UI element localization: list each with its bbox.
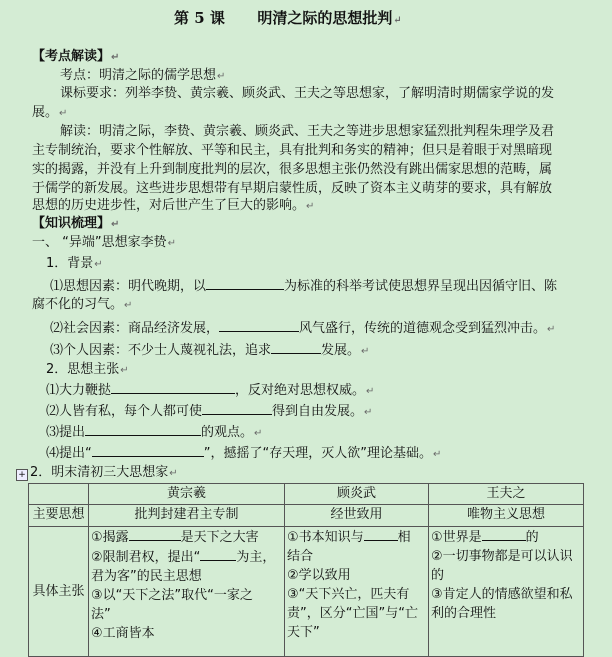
interpretation-line: 思想的历史进步性，对后世产生了巨大的影响。↵ (32, 198, 315, 213)
interpretation-line: 于儒学的新发展。这些进步思想带有早期启蒙性质，反映了资本主义萌芽的要求，具有解放 (32, 181, 553, 196)
claim-1: ⑴大力鞭挞 ，反对绝对思想权威。↵ (46, 380, 374, 401)
ideological-factor-cont: 腐不化的习气。↵ (32, 297, 133, 312)
table-row-claims (29, 527, 584, 657)
paragraph-mark-icon: ↵ (111, 219, 120, 230)
table-header-huang: 黄宗羲 (89, 484, 285, 505)
thinkers-table (28, 483, 584, 657)
fill-blank[interactable] (200, 547, 236, 561)
paragraph-mark-icon: ↵ (169, 468, 178, 479)
paragraph-mark-icon: ↵ (120, 365, 129, 376)
paragraph-mark-icon: ↵ (366, 386, 375, 397)
social-factor: ⑵社会因素：商品经济发展， 风气盛行，传统的道德观念受到猛烈冲击。↵ (50, 318, 555, 339)
paragraph-mark-icon: ↵ (217, 71, 226, 82)
interpretation-line: 解读：明清之际，李贽、黄宗羲、顾炎武、王夫之等进步思想家猛烈批判程朱理学及君 (60, 124, 555, 139)
row-label-claims: 具体主张 (29, 527, 89, 657)
paragraph-mark-icon: ↵ (364, 407, 373, 418)
fill-blank[interactable] (92, 443, 204, 457)
fill-blank[interactable] (219, 318, 299, 332)
main-thought-wang: 唯物主义思想 (429, 505, 584, 527)
interpretation-line: 实的揭露，并没有上升到制度批判的层次，很多思想主张仍然没有跳出儒家思想的范畴，属 (32, 162, 553, 177)
claims-wang: ①世界是 的 ②一切事物都是可以认识 的 ③肯定人的情感欲望和私 利的合理性 (429, 527, 584, 657)
fill-blank[interactable] (482, 527, 526, 541)
fill-blank[interactable] (85, 422, 201, 436)
page-title (174, 9, 402, 30)
interpretation-line: 主专制统治，要求个性解放、平等和民主，具有批判和务实的精神；但只是着眼于对黑暗现 (32, 143, 553, 158)
fill-blank[interactable] (202, 401, 272, 415)
table-move-handle-icon[interactable]: + (16, 469, 28, 481)
paragraph-mark-icon: ↵ (393, 15, 402, 26)
paragraph-mark-icon: ↵ (167, 238, 176, 249)
paragraph-mark-icon: ↵ (547, 324, 556, 335)
curriculum-requirement-line2: 展。↵ (32, 105, 68, 120)
part1-title: 一、 “异端”思想家李贽↵ (32, 235, 176, 250)
part2-title: 2．明末清初三大思想家↵ (30, 465, 178, 480)
row-label-main-thought: 主要思想 (29, 505, 89, 527)
lesson-number: 第 5 课 (174, 9, 225, 27)
section-header-exam-points: 【考点解读】↵ (32, 49, 120, 64)
background-title: 1．背景↵ (46, 256, 103, 271)
table-header-row (29, 484, 584, 505)
fill-blank[interactable] (364, 527, 398, 541)
paragraph-mark-icon: ↵ (432, 449, 442, 460)
paragraph-mark-icon: ↵ (361, 346, 370, 357)
personal-factor: ⑶个人因素：不少士人蔑视礼法，追求 发展。↵ (50, 340, 369, 361)
fill-blank[interactable] (271, 340, 321, 354)
claims-gu: ①书本知识与 相 结合 ②学以致用 ③“天下兴亡，匹夫有 责”，区分“亡国”与“亡 天下” (285, 527, 429, 657)
paragraph-mark-icon: ↵ (306, 201, 315, 212)
fill-blank[interactable] (129, 527, 181, 541)
fill-blank[interactable] (111, 380, 235, 394)
paragraph-mark-icon: ↵ (59, 108, 68, 119)
paragraph-mark-icon: ↵ (111, 52, 120, 63)
main-thought-huang: 批判封建君主专制 (89, 505, 285, 527)
table-header-gu: 顾炎武 (285, 484, 429, 505)
paragraph-mark-icon: ↵ (124, 300, 133, 311)
main-thought-gu: 经世致用 (285, 505, 429, 527)
curriculum-requirement-line1: 课标要求：列举李贽、黄宗羲、顾炎武、王夫之等思想家，了解明清时期儒家学说的发 (60, 86, 555, 101)
claim-2: ⑵人皆有私，每个人都可使 得到自由发展。↵ (46, 401, 372, 422)
claim-4: ⑷提出“ ”，撼摇了“存天理，灭人欲”理论基础。↵ (46, 443, 441, 464)
paragraph-mark-icon: ↵ (94, 259, 103, 270)
lesson-title: 明清之际的思想批判 (257, 9, 393, 27)
exam-point-text: 考点：明清之际的儒学思想↵ (60, 68, 226, 83)
claims-title: 2．思想主张↵ (46, 362, 129, 377)
fill-blank[interactable] (206, 276, 284, 290)
paragraph-mark-icon: ↵ (254, 428, 263, 439)
claims-huang: ①揭露 是天下之大害 ②限制君权，提出“ 为主， 君为客”的民主思想 ③以“天下之法”取代“一家之 法” ④工商皆本 (89, 527, 285, 657)
table-cell-empty (29, 484, 89, 505)
table-row-main-thought (29, 505, 584, 527)
claim-3: ⑶提出 的观点。↵ (46, 422, 262, 443)
table-header-wang: 王夫之 (429, 484, 584, 505)
ideological-factor: ⑴思想因素：明代晚期，以 为标准的科举考试使思想界呈现出因循守旧、陈 (50, 276, 557, 296)
section-header-knowledge: 【知识梳理】↵ (32, 216, 120, 231)
